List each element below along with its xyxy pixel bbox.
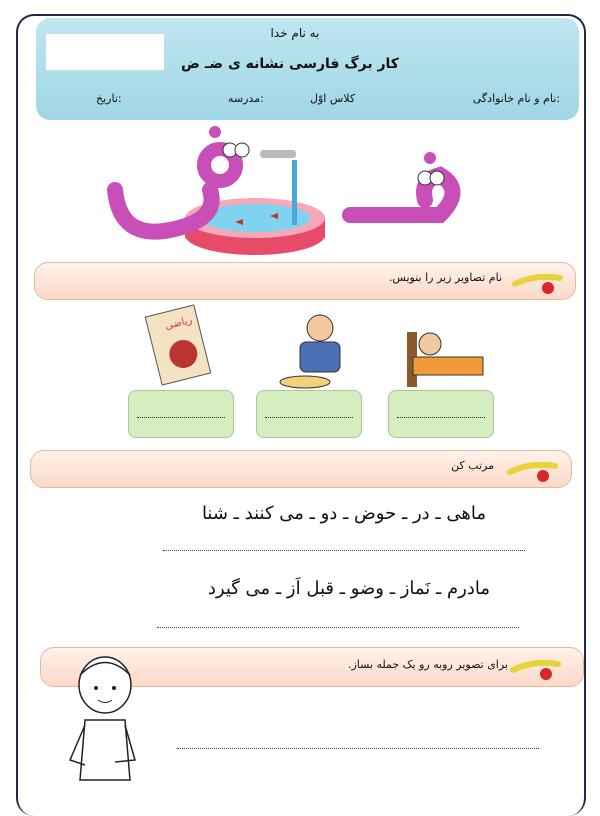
pen-icon: [508, 652, 568, 682]
section2-instruction: مرتب کن: [451, 459, 494, 472]
hero-illustration: [100, 120, 480, 270]
answer-line-2[interactable]: [157, 627, 519, 628]
scrambled-sentence-2: مادرم ـ نَماز ـ وضو ـ قبل اَز ـ می گیرد: [207, 578, 490, 599]
date-label: تاریخ:: [96, 92, 122, 105]
worksheet-title: کار برگ فارسی نشانه ی ضـ ض: [181, 56, 399, 72]
answer-box-sick[interactable]: [388, 390, 494, 438]
answer-line-3[interactable]: [177, 748, 539, 749]
book-title: ریاضی: [164, 314, 194, 333]
basmala: به نام خدا: [270, 26, 320, 40]
pen-icon: [505, 454, 565, 484]
name-box[interactable]: [46, 34, 164, 70]
scrambled-sentence-1: ماهی ـ در ـ حوض ـ دو ـ می کنند ـ شنا: [201, 503, 486, 524]
section1-instruction: نام تصاویر زیر را بنویس.: [388, 271, 502, 284]
man-washing-image: [280, 310, 360, 390]
school-label: مدرسه:: [228, 92, 264, 105]
class-label: کلاس اوّل: [310, 92, 356, 105]
section3-instruction: برای تصویر روبه رو یک جمله بساز.: [347, 658, 508, 671]
answer-box-book[interactable]: [128, 390, 234, 438]
pen-icon: [510, 266, 570, 296]
boy-drawing-image: [60, 650, 150, 800]
answer-line-1[interactable]: [163, 550, 525, 551]
answer-box-washing[interactable]: [256, 390, 362, 438]
student-name-label: نام و نام خانوادگی:: [472, 92, 560, 105]
sick-boy-bed-image: [405, 312, 485, 392]
